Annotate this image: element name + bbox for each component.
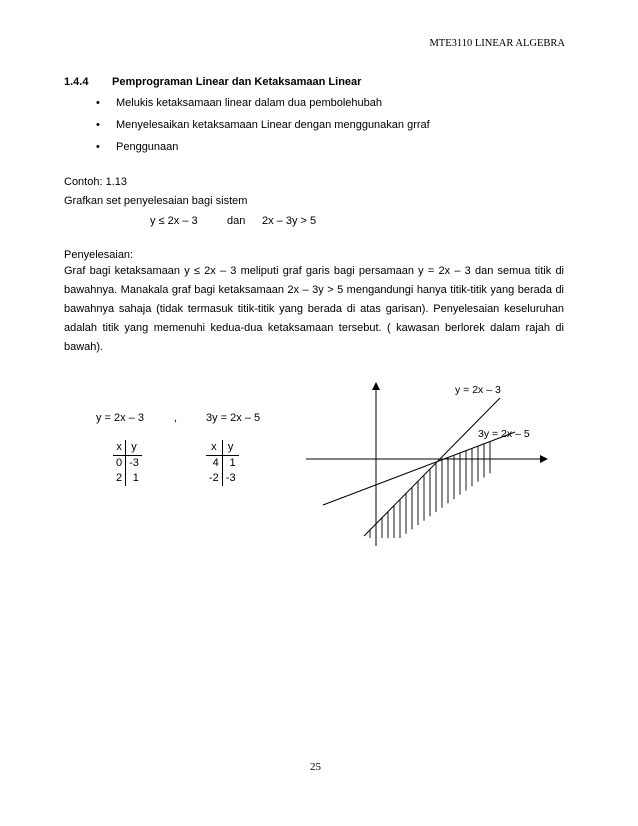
page-number: 25: [310, 761, 321, 773]
section-title: Pemprograman Linear dan Ketaksamaan Linear: [112, 76, 362, 88]
table-cell: 0: [113, 456, 126, 472]
example-instruction: Grafkan set penyelesaian bagi sistem: [64, 195, 248, 207]
column-header-x: x: [206, 440, 222, 456]
table-cell: -2: [206, 471, 222, 486]
conjunction-text: dan: [227, 215, 246, 227]
shaded-solution-region: [370, 442, 490, 539]
page-header: MTE3110 LINEAR ALGEBRA: [429, 38, 565, 49]
line-3y-equals-2x-minus-5: [323, 432, 515, 505]
section-number: 1.4.4: [64, 76, 89, 88]
table-cell: -3: [225, 472, 236, 484]
table-cell: 2: [113, 471, 126, 486]
column-header-y: y: [126, 440, 142, 456]
example-label: Contoh: 1.13: [64, 176, 127, 188]
inequality-1: y ≤ 2x – 3: [150, 215, 198, 227]
bullet-icon: •: [96, 141, 100, 153]
table-cell: 1: [229, 457, 236, 469]
table-cell: 1: [132, 472, 139, 484]
line-1-label: y = 2x – 3: [455, 384, 501, 396]
list-item-text: Menyelesaikan ketaksamaan Linear dengan menggunakan grraf: [116, 119, 430, 131]
line-2-label: 3y = 2x – 5: [478, 428, 530, 440]
equation-2-label: 3y = 2x – 5: [206, 412, 261, 424]
table-cell: 4: [206, 456, 222, 472]
list-item-text: Penggunaan: [116, 141, 179, 153]
inequality-2: 2x – 3y > 5: [262, 215, 317, 227]
bullet-icon: •: [96, 97, 100, 109]
solution-label: Penyelesaian:: [64, 249, 134, 261]
equation-separator: ,: [174, 412, 178, 424]
column-header-x: x: [113, 440, 126, 456]
column-header-y: y: [222, 440, 238, 456]
bullet-icon: •: [96, 119, 100, 131]
table-cell: -3: [129, 457, 139, 469]
solution-paragraph: Graf bagi ketaksamaan y ≤ 2x – 3 meliputi graf garis bagi persamaan y = 2x – 3 dan semua titik di bawahnya. Manakala graf bagi ketaksamaan 2x – 3y > 5 mengandungi hanya titik-titik yang berada di bawahnya sahaja (tidak termasuk titik-titik yang berada di atas garisan). Penyelesaian keseluruhan adalah titik yang memenuhi kedua-dua ketaksamaan tersebut. ( kawasan berlorek dalam rajah di bawah).: [64, 265, 564, 353]
list-item-text: Melukis ketaksamaan linear dalam dua pembolehubah: [116, 97, 382, 109]
equation-1-label: y = 2x – 3: [96, 412, 145, 424]
line-y-equals-2x-minus-3: [364, 398, 500, 536]
